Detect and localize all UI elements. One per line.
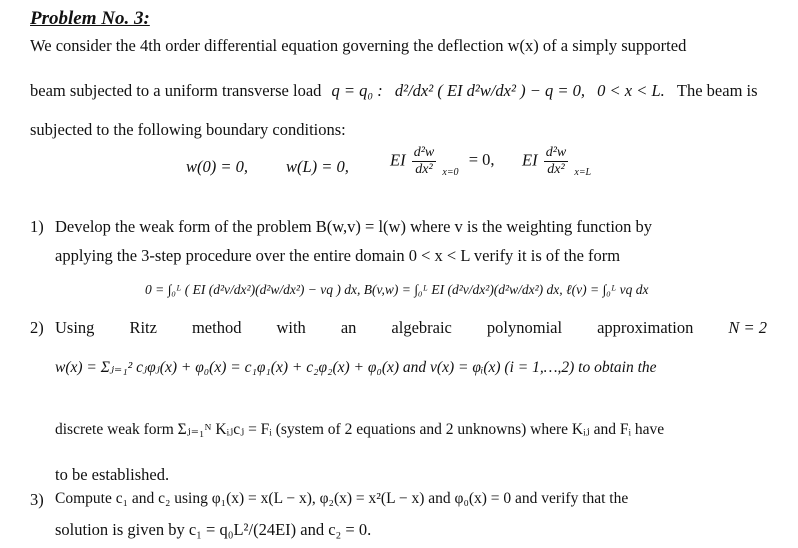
bc3-fraction (412, 146, 437, 177)
task-1-number: 1) (30, 217, 44, 236)
task-2-number: 2) (30, 318, 44, 337)
governing-ode: d²/dx² ( EI d²w/dx² ) − q = 0, (394, 81, 585, 100)
bc3-ei: EI (390, 150, 406, 170)
task-3-number: 3) (30, 490, 44, 509)
bc4-subscript: x=L (574, 167, 592, 179)
intro-line-2-tail: The beam is (676, 81, 758, 100)
word-method: method (191, 318, 242, 337)
bc3-rhs: = 0, (468, 150, 495, 170)
task-3-line-2: solution is given by c₁ = q₀L²/(24EI) and c₂ = 0. (55, 520, 372, 539)
bc-w0: w(0) = 0, (186, 157, 249, 176)
word-an: an (340, 318, 357, 337)
bc4-frac-den: dx² (547, 161, 565, 177)
task-2-end: to be established. (55, 465, 170, 484)
bc-wL: w(L) = 0, (286, 157, 349, 176)
load-expression: q = q₀ : (331, 81, 383, 100)
bc-moment-0 (390, 146, 495, 177)
word-using: Using (55, 318, 95, 337)
bc3-subscript: x=0 (442, 167, 459, 179)
word-polynomial: polynomial (486, 318, 563, 337)
task-1-line-2: applying the 3-step procedure over the entire domain 0 < x < L verify it is of the form (55, 246, 621, 265)
bc3-frac-den: dx² (415, 161, 433, 177)
bc4-fraction (544, 146, 569, 177)
problem-title: Problem No. 3: (30, 8, 150, 29)
bc-moment-L (522, 146, 591, 177)
bc4-ei: EI (522, 150, 538, 170)
word-approximation: approximation (597, 318, 694, 337)
bc3-frac-num: d²w (413, 145, 435, 160)
task-3-line-1: Compute c₁ and c₂ using φ₁(x) = x(L − x), φ₂(x) = x²(L − x) and φ₀(x) = 0 and verify that the (55, 490, 629, 507)
weak-form-equations: 0 = ∫₀ᴸ ( EI (d²v/dx²)(d²w/dx²) − vq ) dx, B(v,w) = ∫₀ᴸ EI (d²v/dx²)(d²w/dx²) dx, ℓ(v) = ∫₀ᴸ vq dx (145, 282, 649, 297)
word-algebraic: algebraic (391, 318, 452, 337)
word-with: with (276, 318, 306, 337)
word-ritz: Ritz (129, 318, 157, 337)
domain-expression: 0 < x < L. (597, 81, 665, 100)
intro-line-2-text: beam subjected to a uniform transverse load (30, 81, 322, 100)
ritz-approximation: w(x) = Σⱼ₌₁² cⱼφⱼ(x) + φ₀(x) = c₁φ₁(x) + c₂φ₂(x) + φ₀(x) and v(x) = φᵢ(x) (i = 1,…,2) to obtain the (55, 359, 657, 376)
n-equals-2: N = 2 (728, 318, 767, 337)
task-2-line-1 (55, 318, 767, 338)
bc4-frac-num: d²w (545, 145, 567, 160)
task-1-line-1: Develop the weak form of the problem B(w,v) = l(w) where v is the weighting function by (55, 217, 653, 236)
intro-line-3: subjected to the following boundary conditions: (30, 120, 346, 139)
intro-line-1: We consider the 4th order differential equation governing the deflection w(x) of a simply supported (30, 36, 687, 55)
intro-line-2 (30, 81, 758, 101)
discrete-weak-form-line: discrete weak form Σⱼ₌₁ᴺ Kᵢⱼcⱼ = Fᵢ (system of 2 equations and 2 unknowns) where Kᵢⱼ and Fᵢ have (55, 421, 665, 438)
